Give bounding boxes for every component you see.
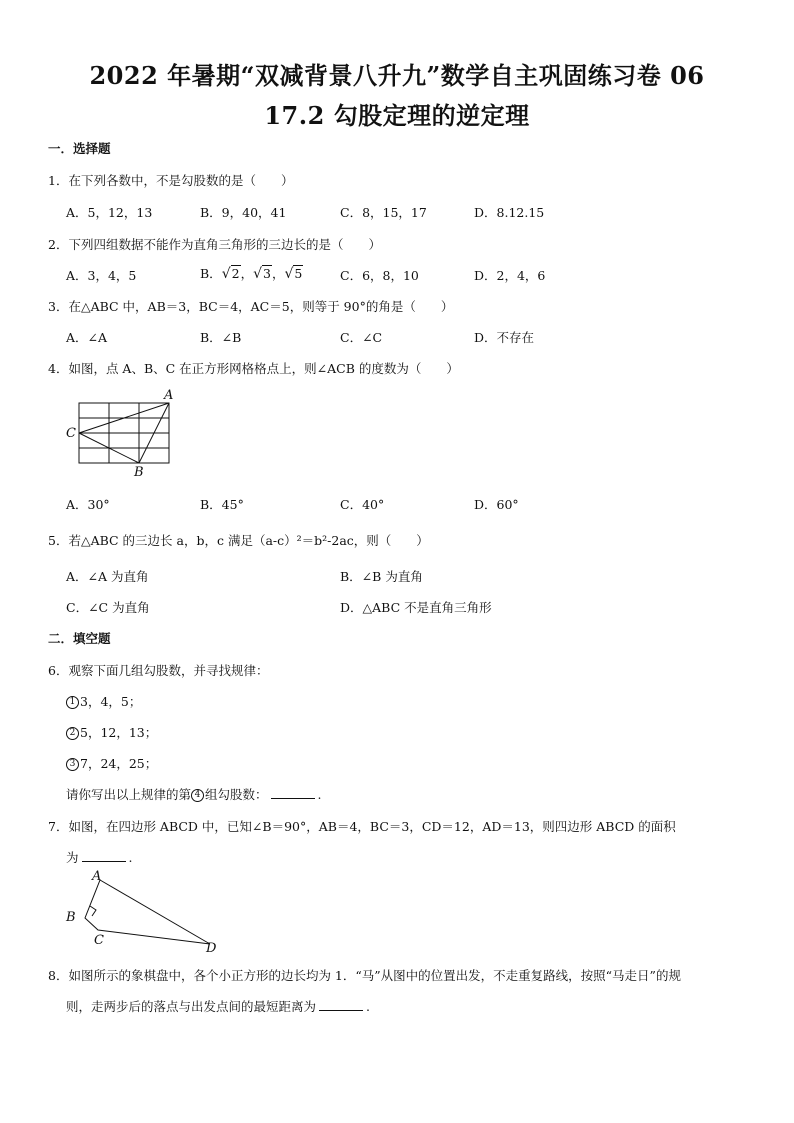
question-number: 8． [48,968,69,983]
question-number: 3． [48,299,69,314]
question-number: 2． [48,237,69,252]
question-text: 在下列各数中，不是勾股数的是（ ） [68,173,294,188]
q2-option-a: A．3，4，5 [66,268,137,283]
label-b: B [134,465,144,480]
q5-option-d: D．△ABC 不是直角三角形 [340,600,492,615]
option-prefix: B． [200,266,222,281]
q4-option-b: B．45° [200,497,244,512]
q4-option-a: A．30° [66,497,110,512]
label-a: A [92,869,102,884]
q6-item-3: 3 7，24，25； [66,754,157,772]
question-3 [48,297,453,315]
answer-blank[interactable] [319,998,363,1011]
question-8 [48,966,681,984]
sqrt-2: √2 [221,266,240,282]
q7-quadrilateral-figure [60,866,230,954]
question-text: 观察下面几组勾股数，并寻找规律： [68,663,269,678]
sqrt-3: √3 [253,266,271,282]
question-text: 下列四组数据不能作为直角三角形的三边长的是（ ） [68,237,381,252]
circled-number: 1 [66,696,79,709]
question-7 [48,817,676,835]
question-6 [48,661,268,679]
q3-option-d: D．不存在 [474,330,535,345]
question-text: 如图，在四边形 ABCD 中，已知∠B＝90°，AB＝4，BC＝3，CD＝12，AD＝13，则四边形 ABCD 的面积 [68,819,676,834]
q4-option-c: C．40° [340,497,385,512]
circled-number: 4 [191,789,204,802]
question-text: 若△ABC 的三边长 a，b，c 满足（a-c）²＝b²-2ac，则（ ） [68,533,429,548]
q1-option-d: D．8.12.15 [474,205,545,220]
q5-option-c: C．∠C 为直角 [66,600,150,615]
q2-option-b: B．√2，√3，√5 [200,266,303,282]
question-5 [48,531,429,549]
q3-option-a: A．∠A [66,330,108,345]
question-number: 4． [48,361,69,376]
q3-option-b: B．∠B [200,330,242,345]
question-number: 5． [48,533,69,548]
right-angle-mark [90,906,96,916]
section-heading-fill: 二．填空题 [48,631,111,646]
q1-option-a: A．5，12，13 [66,205,153,220]
label-d: D [206,941,217,954]
q6-item-1: 1 3，4，5； [66,692,141,710]
question-text: 如图，点 A、B、C 在正方形网格格点上，则∠ACB 的度数为（ ） [68,361,459,376]
q7-continuation: 为 . [66,850,133,865]
label-c: C [66,426,76,441]
section-heading-choice: 一．选择题 [48,141,111,156]
q8-continuation: 则，走两步后的落点与出发点间的最短距离为 . [66,999,370,1014]
q2-option-d: D．2，4，6 [474,268,546,283]
q1-option-c: C．8，15，17 [340,205,427,220]
question-number: 6． [48,663,69,678]
sqrt-5: √5 [284,266,303,282]
title-line-1: 2022 年暑期“双减背景八升九”数学自主巩固练习卷 06 [89,61,705,90]
q5-option-a: A．∠A 为直角 [66,569,149,584]
q1-option-b: B．9，40，41 [200,205,287,220]
answer-blank[interactable] [271,786,315,799]
q6-ask: 请你写出以上规律的第 4 组勾股数： . [66,787,322,802]
q6-item-2: 2 5，12，13； [66,723,157,741]
question-number: 7． [48,819,69,834]
q5-option-b: B．∠B 为直角 [340,569,423,584]
question-text: 如图所示的象棋盘中，各个小正方形的边长均为 1．“马”从图中的位置出发，不走重复路线，按照“马走日”的规 [68,968,681,983]
question-2 [48,235,381,253]
question-number: 1． [48,173,69,188]
circled-number: 3 [66,758,79,771]
question-4 [48,359,459,377]
label-c: C [94,933,104,948]
answer-blank[interactable] [82,849,126,862]
label-b: B [66,910,76,925]
label-a: A [164,388,174,403]
circled-number: 2 [66,727,79,740]
question-1 [48,171,293,189]
q4-grid-figure [60,385,190,480]
question-text: 在△ABC 中，AB＝3，BC＝4，AC＝5，则等于 90°的角是（ ） [68,299,454,314]
q3-option-c: C．∠C [340,330,383,345]
title-line-2: 17.2 勾股定理的逆定理 [264,101,530,130]
q2-option-c: C．6，8，10 [340,268,419,283]
q4-option-d: D．60° [474,497,519,512]
